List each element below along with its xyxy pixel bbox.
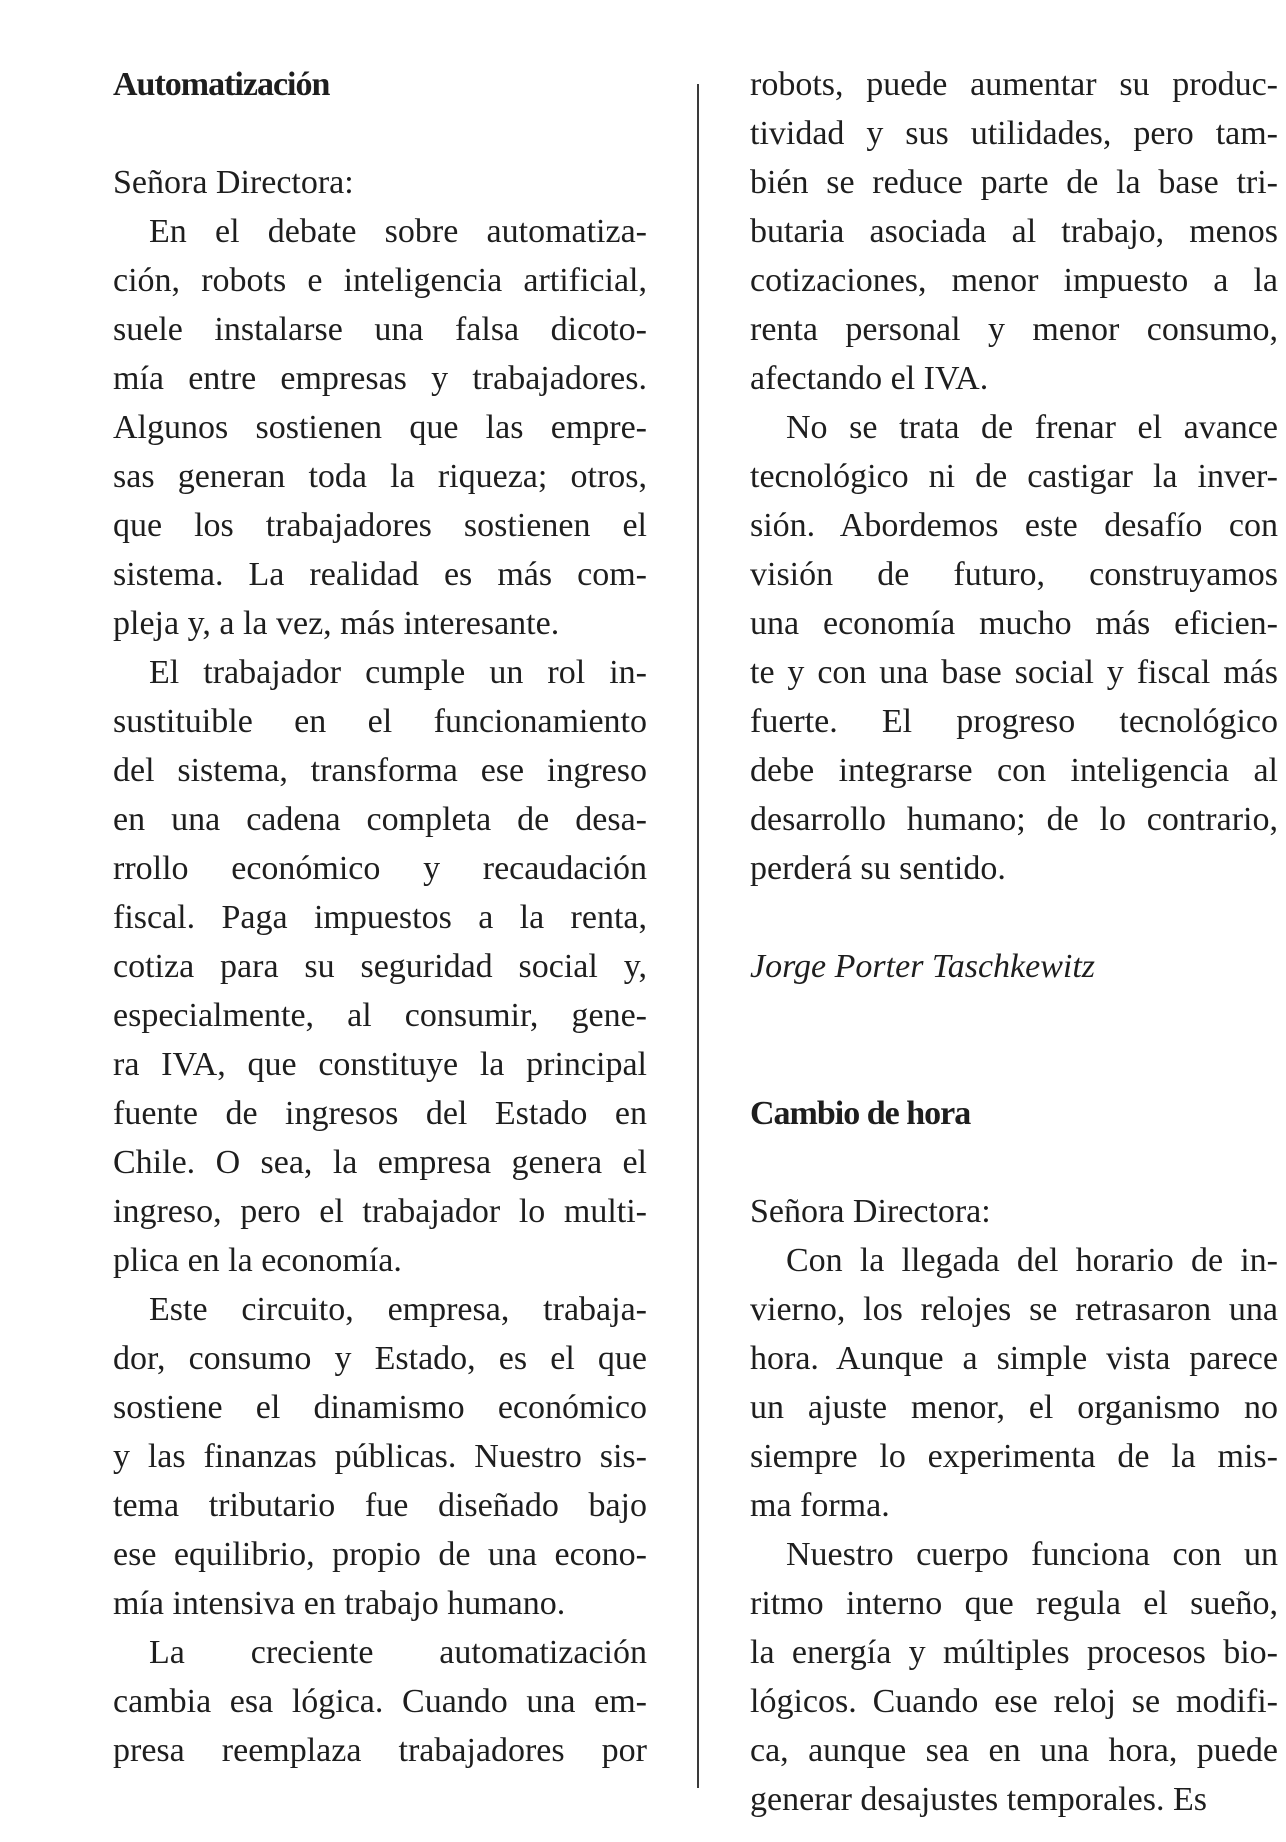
paragraph-line: fuente de ingresos del Estado en xyxy=(113,1095,647,1132)
paragraph-line: Con la llegada del horario de in- xyxy=(786,1242,1278,1279)
paragraph-line: ción, robots e inteligencia artificial, xyxy=(113,262,647,299)
paragraph-line: del sistema, transforma ese ingreso xyxy=(113,752,647,789)
paragraph-line: cambia esa lógica. Cuando una em- xyxy=(113,1683,647,1720)
paragraph-line: fuerte. El progreso tecnológico xyxy=(750,703,1278,740)
paragraph-line: tema tributario fue diseñado bajo xyxy=(113,1487,647,1524)
paragraph-line: La creciente automatización xyxy=(149,1634,647,1671)
paragraph-line: especialmente, al consumir, gene- xyxy=(113,997,647,1034)
paragraph-line: ca, aunque sea en una hora, puede xyxy=(750,1732,1278,1769)
letter-heading: Automatización xyxy=(113,66,330,103)
paragraph-line: ra IVA, que constituye la principal xyxy=(113,1046,647,1083)
paragraph-line: la energía y múltiples procesos bio- xyxy=(750,1634,1278,1671)
paragraph-line: presa reemplaza trabajadores por xyxy=(113,1732,647,1769)
paragraph-line: butaria asociada al trabajo, menos xyxy=(750,213,1278,250)
paragraph-line: sostiene el dinamismo económico xyxy=(113,1389,647,1426)
paragraph-line: hora. Aunque a simple vista parece xyxy=(750,1340,1278,1377)
paragraph-line: afectando el IVA. xyxy=(750,360,989,397)
paragraph-line: ma forma. xyxy=(750,1487,890,1524)
paragraph-line: sión. Abordemos este desafío con xyxy=(750,507,1278,544)
paragraph-line: en una cadena completa de desa- xyxy=(113,801,647,838)
paragraph-line: fiscal. Paga impuestos a la renta, xyxy=(113,899,647,936)
paragraph-line: visión de futuro, construyamos xyxy=(750,556,1278,593)
paragraph-line: plica en la economía. xyxy=(113,1242,402,1279)
paragraph-line: Este circuito, empresa, trabaja- xyxy=(149,1291,647,1328)
paragraph-line: sistema. La realidad es más com- xyxy=(113,556,647,593)
paragraph-line: un ajuste menor, el organismo no xyxy=(750,1389,1278,1426)
paragraph-line: debe integrarse con inteligencia al xyxy=(750,752,1278,789)
paragraph-line: tividad y sus utilidades, pero tam- xyxy=(750,115,1278,152)
paragraph-line: perderá su sentido. xyxy=(750,850,1006,887)
paragraph-line: suele instalarse una falsa dicoto- xyxy=(113,311,647,348)
paragraph-line: ese equilibrio, propio de una econo- xyxy=(113,1536,647,1573)
paragraph-line: cotizaciones, menor impuesto a la xyxy=(750,262,1278,299)
letter-salutation: Señora Directora: xyxy=(750,1193,991,1230)
paragraph-line: mía entre empresas y trabajadores. xyxy=(113,360,647,397)
paragraph-line: rrollo económico y recaudación xyxy=(113,850,647,887)
paragraph-line: generar desajustes temporales. Es xyxy=(750,1781,1207,1818)
paragraph-line: bién se reduce parte de la base tri- xyxy=(750,164,1278,201)
paragraph-line: Algunos sostienen que las empre- xyxy=(113,409,647,446)
paragraph-line: sustituible en el funcionamiento xyxy=(113,703,647,740)
paragraph-line: robots, puede aumentar su produc- xyxy=(750,66,1278,103)
paragraph-line: desarrollo humano; de lo contrario, xyxy=(750,801,1278,838)
paragraph-line: El trabajador cumple un rol in- xyxy=(149,654,647,691)
paragraph-line: y las finanzas públicas. Nuestro sis- xyxy=(113,1438,647,1475)
paragraph-line: Nuestro cuerpo funciona con un xyxy=(786,1536,1278,1573)
paragraph-line: que los trabajadores sostienen el xyxy=(113,507,647,544)
paragraph-line: dor, consumo y Estado, es el que xyxy=(113,1340,647,1377)
letter-salutation: Señora Directora: xyxy=(113,164,354,201)
paragraph-line: En el debate sobre automatiza- xyxy=(149,213,647,250)
paragraph-line: No se trata de frenar el avance xyxy=(786,409,1278,446)
paragraph-line: sas generan toda la riqueza; otros, xyxy=(113,458,647,495)
letter-signature: Jorge Porter Taschkewitz xyxy=(750,948,1096,985)
paragraph-line: siempre lo experimenta de la mis- xyxy=(750,1438,1278,1475)
paragraph-line: ritmo interno que regula el sueño, xyxy=(750,1585,1278,1622)
paragraph-line: te y con una base social y fiscal más xyxy=(750,654,1278,691)
paragraph-line: lógicos. Cuando ese reloj se modifi- xyxy=(750,1683,1278,1720)
paragraph-line: Chile. O sea, la empresa genera el xyxy=(113,1144,647,1181)
paragraph-line: mía intensiva en trabajo humano. xyxy=(113,1585,566,1622)
paragraph-line: tecnológico ni de castigar la inver- xyxy=(750,458,1278,495)
paragraph-line: cotiza para su seguridad social y, xyxy=(113,948,647,985)
paragraph-line: vierno, los relojes se retrasaron una xyxy=(750,1291,1278,1328)
column-divider xyxy=(697,84,699,1788)
paragraph-line: una economía mucho más eficien- xyxy=(750,605,1278,642)
paragraph-line: ingreso, pero el trabajador lo multi- xyxy=(113,1193,647,1230)
paragraph-line: renta personal y menor consumo, xyxy=(750,311,1278,348)
paragraph-line: pleja y, a la vez, más interesante. xyxy=(113,605,560,642)
letter-heading: Cambio de hora xyxy=(750,1095,971,1132)
